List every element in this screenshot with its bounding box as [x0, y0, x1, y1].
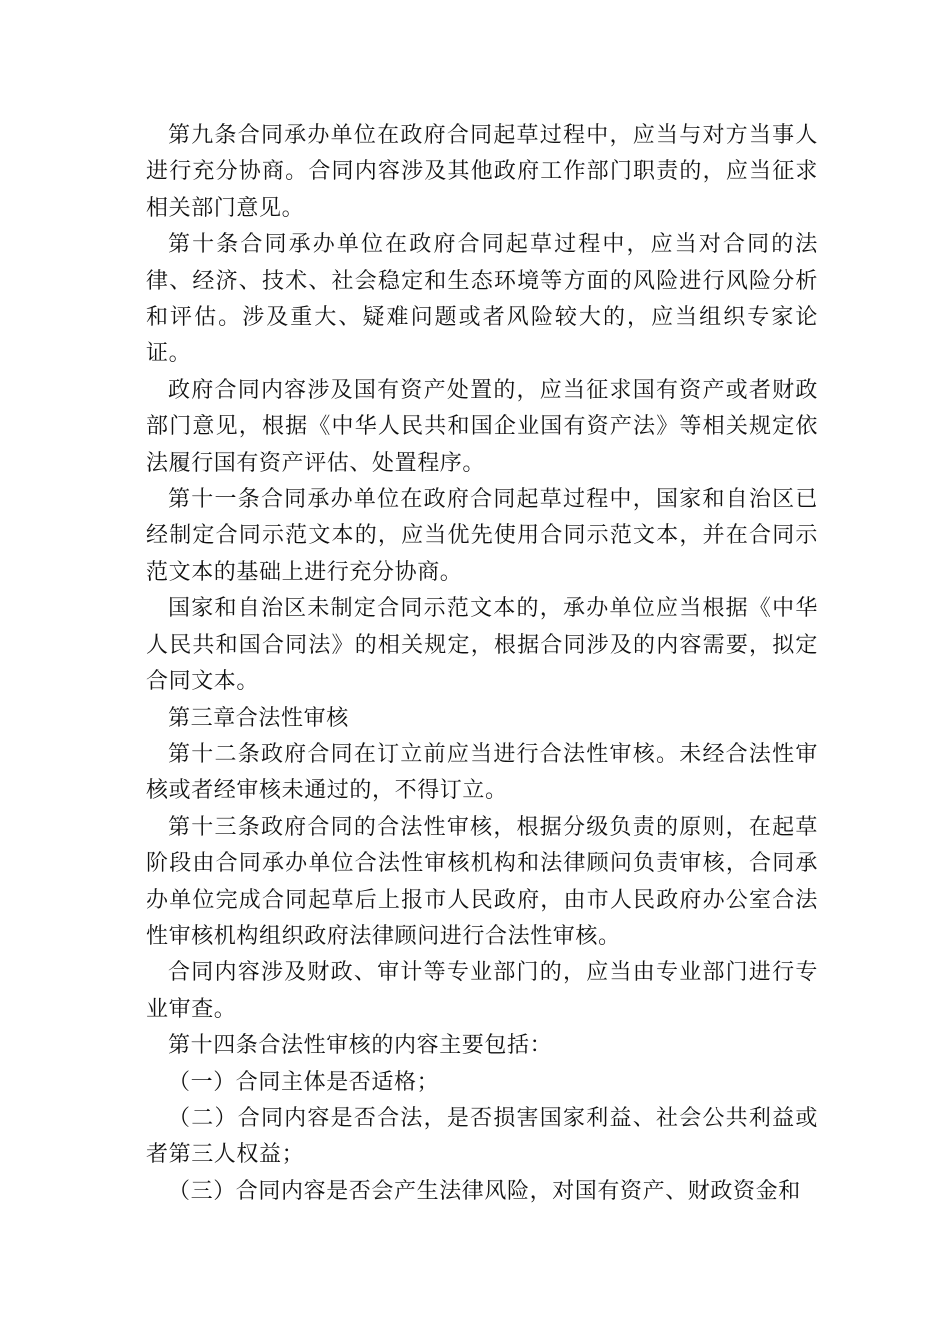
state-asset-paragraph: 政府合同内容涉及国有资产处置的，应当征求国有资产或者财政部门意见，根据《中华人民共和国企业国有资产法》等相关规定依法履行国有资产评估、处置程序。 — [146, 377, 818, 476]
article-12-paragraph: 第十二条政府合同在订立前应当进行合法性审核。未经合法性审核或者经审核未通过的，不得订立。 — [146, 741, 818, 804]
document-body — [146, 118, 818, 1210]
list-item-1: （一）合同主体是否适格； — [168, 1069, 440, 1095]
article-10-paragraph: 第十条合同承办单位在政府合同起草过程中，应当对合同的法律、经济、技术、社会稳定和生态环境等方面的风险进行风险分析和评估。涉及重大、疑难问题或者风险较大的，应当组织专家论证。 — [146, 232, 818, 367]
list-item-3: （三）合同内容是否会产生法律风险，对国有资产、财政资金和 — [168, 1178, 801, 1204]
article-11-paragraph: 第十一条合同承办单位在政府合同起草过程中，国家和自治区已经制定合同示范文本的，应当优先使用合同示范文本，并在合同示范文本的基础上进行充分协商。 — [146, 487, 818, 585]
article-13-paragraph: 第十三条政府合同的合法性审核，根据分级负责的原则，在起草阶段由合同承办单位合法性审核机构和法律顾问负责审核，合同承办单位完成合同起草后上报市人民政府，由市人民政府办公室合法性审核机构组织政府法律顾问进行合法性审核。 — [146, 814, 818, 949]
template-paragraph: 国家和自治区未制定合同示范文本的，承办单位应当根据《中华人民共和国合同法》的相关规定，根据合同涉及的内容需要，拟定合同文本。 — [146, 596, 818, 695]
article-9-paragraph: 第九条合同承办单位在政府合同起草过程中，应当与对方当事人进行充分协商。合同内容涉及其他政府工作部门职责的，应当征求相关部门意见。 — [146, 123, 818, 221]
chapter-3-heading: 第三章合法性审核 — [168, 705, 349, 731]
list-item-2: （二）合同内容是否合法，是否损害国家利益、社会公共利益或者第三人权益； — [146, 1105, 818, 1168]
professional-review-paragraph: 合同内容涉及财政、审计等专业部门的，应当由专业部门进行专业审查。 — [146, 960, 818, 1022]
article-14-paragraph: 第十四条合法性审核的内容主要包括： — [168, 1033, 553, 1059]
